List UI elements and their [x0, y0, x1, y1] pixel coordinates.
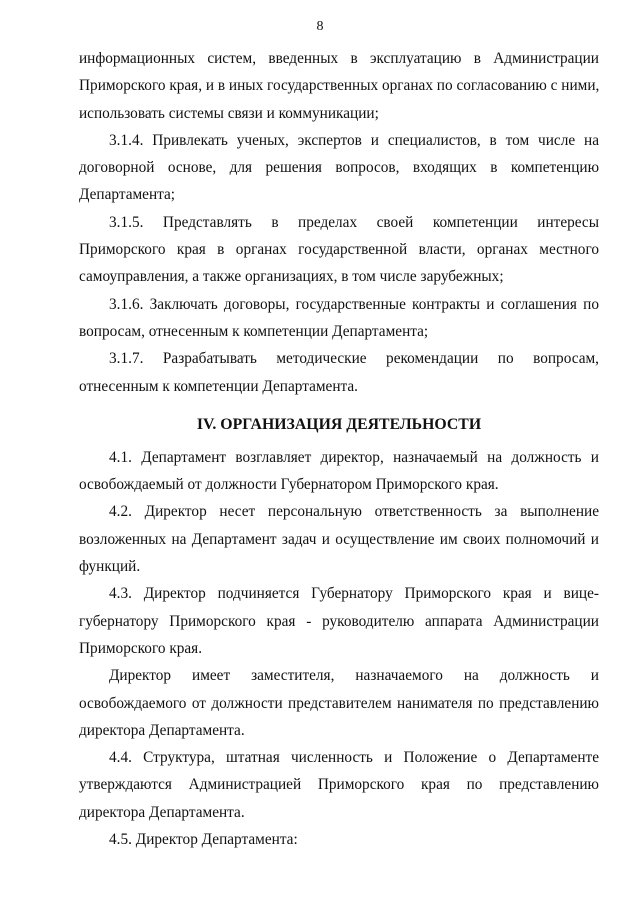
paragraph-p-4-5	[79, 826, 599, 853]
paragraph-p-3-1-7	[79, 345, 599, 400]
section-heading: IV. ОРГАНИЗАЦИЯ ДЕЯТЕЛЬНОСТИ	[196, 415, 482, 433]
page-number: 8	[316, 19, 324, 34]
document-body	[79, 45, 599, 853]
paragraph-line: освобождаемого от должности представителем нанимателя по представлению	[79, 694, 599, 712]
paragraph-p-4-1	[79, 444, 599, 499]
paragraph-line: Приморского края.	[79, 639, 203, 657]
paragraph-line: 4.2. Директор несет персональную ответственность за выполнение	[109, 503, 599, 521]
paragraph-line: 3.1.5. Представлять в пределах своей компетенции интересы	[109, 213, 599, 231]
paragraphs-after-heading	[79, 444, 599, 853]
paragraph-line: Приморского края в органах государственной власти, органах местного	[79, 241, 599, 259]
paragraph-line: 4.1. Департамент возглавляет директор, назначаемый на должность и	[109, 448, 599, 466]
paragraph-p-3-1-6	[79, 291, 599, 346]
paragraph-p-continuation	[79, 45, 599, 127]
paragraph-line: 4.3. Директор подчиняется Губернатору Приморского края и вице-	[109, 585, 599, 603]
paragraph-line: 3.1.6. Заключать договоры, государственные контракты и соглашения по	[109, 295, 599, 313]
paragraph-line: Директор имеет заместителя, назначаемого на должность и	[109, 667, 599, 685]
paragraph-line: отнесенным к компетенции Департамента.	[79, 377, 359, 395]
paragraph-p-3-1-4	[79, 127, 599, 209]
paragraph-line: самоуправления, а также организациях, в том числе зарубежных;	[79, 268, 504, 286]
paragraph-line: 4.4. Структура, штатная численность и Положение о Департаменте	[109, 749, 599, 767]
paragraph-line: 3.1.7. Разрабатывать методические рекомендации по вопросам,	[109, 350, 599, 368]
paragraph-line: освобождаемый от должности Губернатором Приморского края.	[79, 476, 499, 494]
paragraph-line: губернатору Приморского края - руководителю аппарата Администрации	[79, 612, 599, 630]
paragraph-line: Приморского края, и в иных государственных органах по согласованию с ними,	[79, 77, 599, 95]
paragraph-line: вопросам, отнесенным к компетенции Департамента;	[79, 322, 429, 340]
paragraph-line: функций.	[79, 558, 141, 576]
paragraph-line: Департамента;	[79, 186, 176, 204]
paragraph-line: возложенных на Департамент задач и осуществление им своих полномочий и	[79, 530, 599, 548]
paragraph-line: 3.1.4. Привлекать ученых, экспертов и специалистов, в том числе на	[109, 131, 599, 149]
paragraph-line: использовать системы связи и коммуникации;	[79, 104, 379, 122]
paragraphs-before-heading	[79, 45, 599, 400]
paragraph-line: информационных систем, введенных в эксплуатацию в Администрации	[79, 50, 599, 67]
paragraph-p-4-3	[79, 580, 599, 662]
paragraph-p-deputy	[79, 662, 599, 744]
paragraph-p-4-2	[79, 498, 599, 580]
paragraph-p-3-1-5	[79, 209, 599, 291]
paragraph-line: утверждаются Администрацией Приморского края по представлению	[79, 776, 599, 794]
paragraph-p-4-4	[79, 744, 599, 826]
paragraph-line: 4.5. Директор Департамента:	[109, 831, 298, 849]
paragraph-line: договорной основе, для решения вопросов, входящих в компетенцию	[79, 159, 599, 177]
paragraph-line: директора Департамента.	[79, 803, 245, 821]
paragraph-line: директора Департамента.	[79, 721, 245, 739]
